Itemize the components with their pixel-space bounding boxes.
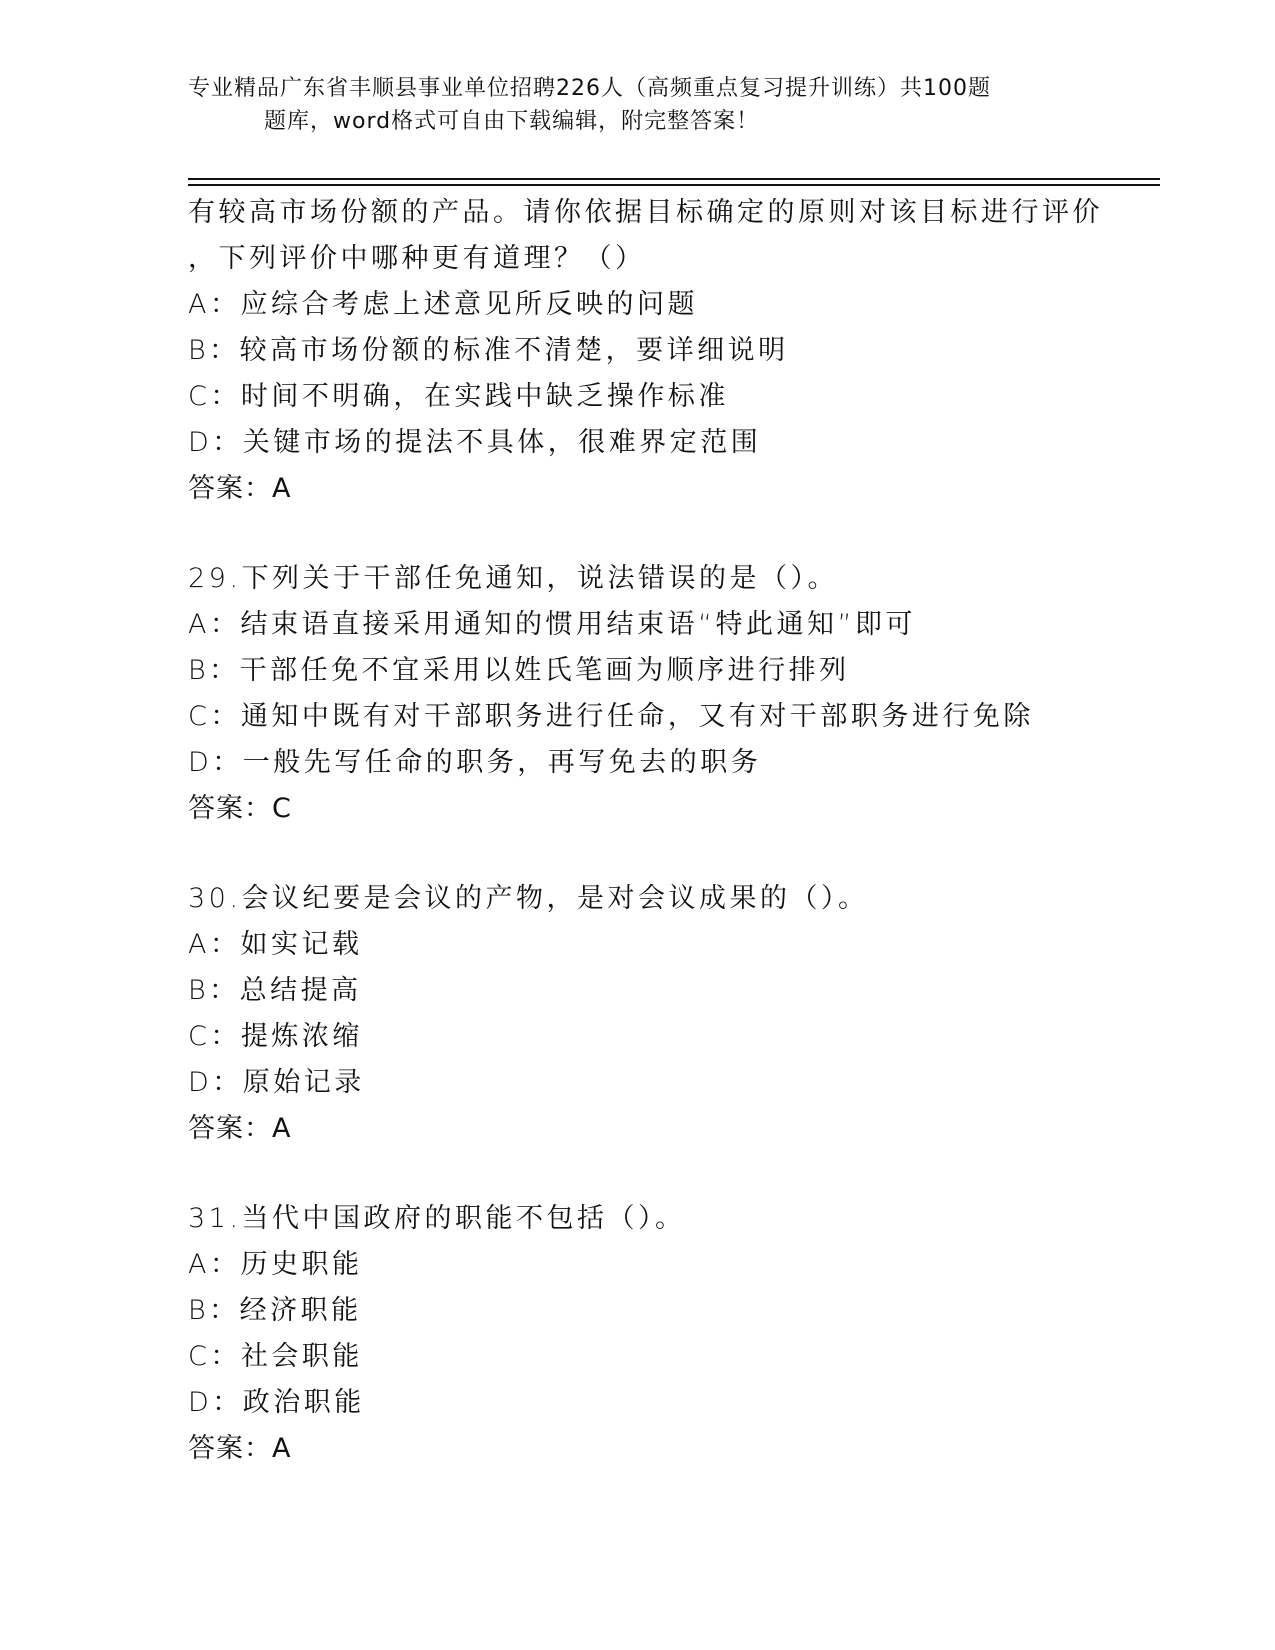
question-text: 31.当代中国政府的职能不包括（）。 [188,1203,686,1234]
header-title-line2: 题库，word格式可自由下载编辑，附完整答案！ [264,109,760,134]
question-list [188,190,1148,1472]
option-a: A：应综合考虑上述意见所反映的问题 [188,289,698,320]
question-28 [188,190,1148,512]
question-31 [188,1196,1148,1472]
question-29 [188,556,1148,832]
option-b: B：经济职能 [188,1295,362,1326]
option-a: A：如实记载 [188,929,363,960]
option-c: C：社会职能 [188,1341,363,1372]
option-c: C：通知中既有对干部职务进行任命，又有对干部职务进行免除 [188,701,1034,732]
question-text: 有较高市场份额的产品。请你依据目标确定的原则对该目标进行评价 [188,197,1103,228]
answer: 答案：A [188,1433,292,1464]
option-c: C：提炼浓缩 [188,1021,363,1052]
spacer [188,832,1148,876]
option-c: C：时间不明确，在实践中缺乏操作标准 [188,381,729,412]
option-a: A：结束语直接采用通知的惯用结束语“特此通知”即可 [188,609,916,640]
spacer [188,512,1148,556]
spacer [188,1152,1148,1196]
option-d: D：一般先写任命的职务，再写免去的职务 [188,747,762,778]
answer: 答案：A [188,1113,292,1144]
question-text: ，下列评价中哪种更有道理？（） [188,243,646,274]
question-30 [188,876,1148,1152]
header-divider-top [188,178,1160,180]
question-text: 30.会议纪要是会议的产物，是对会议成果的（）。 [188,883,869,914]
answer: 答案：C [188,793,292,824]
header-title-line1: 专业精品广东省丰顺县事业单位招聘226人（高频重点复习提升训练）共100题 [188,76,991,101]
option-b: B：较高市场份额的标准不清楚，要详细说明 [188,335,789,366]
option-d: D：原始记录 [188,1067,365,1098]
option-b: B：干部任免不宜采用以姓氏笔画为顺序进行排列 [188,655,850,686]
option-d: D：政治职能 [188,1387,365,1418]
document-header [188,72,1068,138]
header-divider-bottom [188,184,1160,186]
option-b: B：总结提高 [188,975,362,1006]
answer: 答案：A [188,473,292,504]
question-text: 29.下列关于干部任免通知，说法错误的是（）。 [188,563,838,594]
option-a: A：历史职能 [188,1249,363,1280]
option-d: D：关键市场的提法不具体，很难界定范围 [188,427,762,458]
